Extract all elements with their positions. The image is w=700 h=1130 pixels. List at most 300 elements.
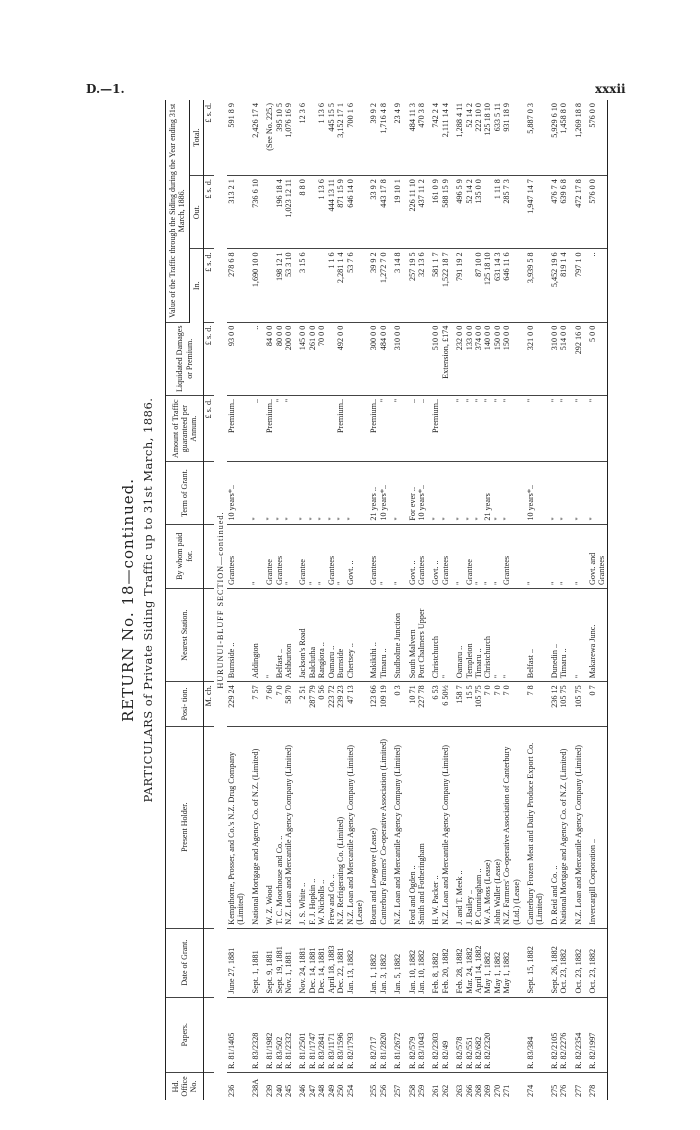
table-row <box>327 100 336 1100</box>
table-cell: Ford and Ogden .. <box>408 726 417 928</box>
table-cell: R. 83/1171 <box>327 997 336 1072</box>
table-cell: " <box>526 395 545 462</box>
table-cell: Kempthorne, Prosser, and Co.'s N.Z. Drug Company (Limited) <box>227 726 246 928</box>
table-cell: Grantees <box>275 524 284 588</box>
table-row <box>336 100 345 1100</box>
table-cell <box>327 395 336 462</box>
table-cell: Jan. 13, 1882 <box>346 928 365 997</box>
table-cell: " <box>526 524 545 588</box>
table-cell: " <box>574 589 583 682</box>
table-cell: Feb. 20, 1882 <box>441 928 450 997</box>
table-cell: 5,887 0 3 <box>526 100 545 176</box>
table-cell: Belfast .. <box>275 589 284 682</box>
col-station: Nearest Station. <box>166 589 204 682</box>
table-cell: 105 75 <box>474 682 483 726</box>
table-cell: R. 82/2105 <box>550 997 559 1072</box>
table-row <box>483 100 492 1100</box>
table-cell: " <box>483 524 492 588</box>
table-cell: 6 53 <box>431 682 440 726</box>
table-cell: Feb. 28, 1882 <box>455 928 464 997</box>
table-cell: 229 24 <box>227 682 246 726</box>
table-cell: " <box>393 462 402 524</box>
table-cell: £ s. d. <box>204 322 214 395</box>
table-cell: 484 11 3 <box>408 100 417 176</box>
table-cell: Oamaru .. <box>455 589 464 682</box>
table-cell: Grantees <box>327 524 336 588</box>
table-cell: 254 <box>345 1084 355 1097</box>
table-cell: National Mortgage and Agency Co. of N.Z. (Limited) <box>559 726 568 928</box>
col-holder: Present Holder. <box>166 726 204 928</box>
table-cell: Sept. 9, 1881 <box>265 928 274 997</box>
table-cell: Govt. and Grantees <box>588 524 607 588</box>
table-cell: 1,023 12 11 <box>284 176 293 249</box>
table-cell: May 1, 1882 <box>502 928 521 997</box>
table-cell: 292 16 0 <box>574 322 583 395</box>
table-row <box>502 100 521 1100</box>
table-cell <box>441 395 450 462</box>
table-cell: " <box>298 462 307 524</box>
table-cell <box>346 322 365 395</box>
table-cell: .. <box>408 395 417 462</box>
table-cell: 125 18 10 <box>483 249 492 322</box>
table-cell: Makikihi .. <box>369 589 378 682</box>
table-cell: 52 14 2 <box>465 100 474 176</box>
table-cell: 47 13 <box>346 682 365 726</box>
table-cell: 2,111 14 4 <box>441 100 450 176</box>
table-cell: 269 <box>483 1084 493 1097</box>
table-cell: Nov. 24, 1881 <box>298 928 307 997</box>
table-cell: 492 0 0 <box>336 322 345 395</box>
table-cell: R. 81/2332 <box>284 997 293 1072</box>
table-row <box>465 100 474 1100</box>
table-cell: .. <box>251 395 260 462</box>
table-cell: D. Reid and Co. .. <box>550 726 559 928</box>
table-cell: 1,458 8 0 <box>559 100 568 176</box>
table-cell: 80 0 0 <box>275 322 284 395</box>
table-cell: 3 15 6 <box>298 249 307 322</box>
table-cell: 239 23 <box>336 682 345 726</box>
table-cell: Grantee <box>265 524 274 588</box>
table-cell: 266 <box>464 1084 474 1097</box>
table-row <box>493 100 502 1100</box>
table-cell: 33 9 2 <box>369 176 378 249</box>
table-row <box>431 100 440 1100</box>
return-title: RETURN No. 18—continued. <box>119 477 137 723</box>
table-cell: 321 0 0 <box>526 322 545 395</box>
table-cell: R. 82/2303 <box>431 997 440 1072</box>
table-cell: R. 82/551 <box>465 997 474 1072</box>
table-cell: " <box>493 524 502 588</box>
table-cell: 646 14 0 <box>346 176 365 249</box>
table-cell: 5,452 19 6 <box>550 249 559 322</box>
table-cell: J. Bailey .. <box>465 726 474 928</box>
table-cell: April 14, 1882 <box>474 928 483 997</box>
table-cell: N.Z. Refrigerating Co. (Limited) <box>336 726 345 928</box>
table-cell <box>204 997 214 1072</box>
table-cell: M. ch. <box>204 682 214 726</box>
table-cell: R. 81/1982 <box>265 997 274 1072</box>
table-cell: 1,947 14 7 <box>526 176 545 249</box>
table-cell: N.Z. Loan and Mercantile Agency Company (Limited) <box>441 726 450 928</box>
table-cell: 226 11 10 <box>408 176 417 249</box>
table-row <box>284 100 293 1100</box>
table-cell: 871 15 9 <box>336 176 345 249</box>
table-cell: 514 0 0 <box>559 322 568 395</box>
table-cell: R. 83/502 <box>275 997 284 1072</box>
table-cell: 10 years*.. <box>526 462 545 524</box>
table-cell: 15 5 <box>465 682 474 726</box>
table-cell <box>317 249 326 322</box>
table-cell: " <box>550 462 559 524</box>
table-cell: " <box>502 395 521 462</box>
table-cell: 39 9 2 <box>369 249 378 322</box>
table-row <box>265 100 274 1100</box>
table-cell: Timaru .. <box>559 589 568 682</box>
table-cell: Feb. 8, 1882 <box>431 928 440 997</box>
table-cell: 1,690 10 0 <box>251 249 260 322</box>
table-cell: 631 14 3 <box>493 249 502 322</box>
table-row <box>379 100 388 1100</box>
table-cell: " <box>588 395 607 462</box>
table-cell: Mar. 24, 1882 <box>465 928 474 997</box>
table-cell: R. 82/682 <box>474 997 483 1072</box>
table-cell: Addington <box>251 589 260 682</box>
table-row <box>417 100 426 1100</box>
table-cell: " <box>265 589 274 682</box>
table-cell: (See No. 225.) <box>265 100 274 176</box>
table-cell: 250 <box>336 1084 346 1097</box>
table-cell: " <box>393 395 402 462</box>
table-cell: 639 6 8 <box>559 176 568 249</box>
page-label: D.—1. <box>86 82 125 96</box>
table-cell: .. <box>251 322 260 395</box>
table-cell: 238A <box>250 1078 260 1097</box>
table-cell: R. 82/49 <box>441 997 450 1072</box>
table-cell: 52 14 2 <box>465 176 474 249</box>
table-cell: Belfast .. <box>526 589 545 682</box>
table-cell: 7 0 <box>502 682 521 726</box>
table-cell: Dec. 22, 1881 <box>336 928 345 997</box>
table-cell: £ s. d. <box>204 100 214 176</box>
table-cell: 10 years*.. <box>417 462 426 524</box>
table-cell <box>327 322 336 395</box>
table-cell: 87 10 0 <box>474 249 483 322</box>
table-cell: R. 81/2501 <box>298 997 307 1072</box>
table-cell: 700 1 6 <box>346 100 365 176</box>
table-cell: 285 7 3 <box>502 176 521 249</box>
table-cell <box>308 176 317 249</box>
table-cell: 257 <box>393 1084 403 1097</box>
table-cell: " <box>455 462 464 524</box>
table-cell: 437 11 2 <box>417 176 426 249</box>
table-cell: 395 10 5 <box>275 100 284 176</box>
table-cell: " <box>574 462 583 524</box>
table-cell: 472 17 8 <box>574 176 583 249</box>
table-body <box>204 100 608 1100</box>
table-cell <box>493 997 502 1072</box>
table-cell: W. Z. Wood <box>265 726 274 928</box>
table-cell: Canterbury Frozen Meat and Dairy Produce Export Co. (Limited) <box>526 726 545 928</box>
table-cell: Invercargill Corporation .. <box>588 726 607 928</box>
table-cell: 227 78 <box>417 682 426 726</box>
table-cell: £ s. d. <box>204 249 214 322</box>
table-cell: 10 71 <box>408 682 417 726</box>
table-cell: 7 57 <box>251 682 260 726</box>
table-cell: 310 0 0 <box>550 322 559 395</box>
table-cell: 576 0 0 <box>588 100 607 176</box>
col-guarantee: Amount of Traffic guaranteed per Annum. <box>166 395 204 462</box>
table-cell: 1,288 4 11 <box>455 100 464 176</box>
table-cell: R. 83/2328 <box>251 997 260 1072</box>
table-cell: 7 60 <box>265 682 274 726</box>
table-row <box>275 100 284 1100</box>
table-cell: Dec. 14, 1881 <box>317 928 326 997</box>
table-cell: " <box>275 462 284 524</box>
table-cell: John Waller (Lease) <box>493 726 502 928</box>
table-cell: W. A. Moss (Lease) <box>483 726 492 928</box>
table-cell: 633 5 11 <box>493 100 502 176</box>
table-cell: P. Cunningham .. <box>474 726 483 928</box>
table-cell: 484 0 0 <box>379 322 388 395</box>
table-cell: Timaru .. <box>379 589 388 682</box>
table-cell: " <box>284 395 293 462</box>
table-cell: N.Z. Loan and Mercantile Agency Company (Limited) (Lease) <box>346 726 365 928</box>
table-cell: Grantees <box>227 524 246 588</box>
table-cell: W. Nicholls .. <box>317 726 326 928</box>
table-cell <box>265 249 274 322</box>
table-cell: Sept. 19, 1881 <box>275 928 284 997</box>
table-cell: 239 <box>265 1084 275 1097</box>
table-cell: 245 <box>284 1084 294 1097</box>
table-cell: Govt. .. <box>431 524 440 588</box>
section-row <box>214 100 227 1100</box>
table-cell: 445 15 5 <box>327 100 336 176</box>
table-cell: 93 0 0 <box>227 322 246 395</box>
table-cell: Grantee <box>298 524 307 588</box>
table-cell: 1 1 6 <box>327 249 336 322</box>
table-cell: Premium.. <box>265 395 274 462</box>
table-cell: R. 83/1596 <box>336 997 345 1072</box>
table-cell: " <box>474 524 483 588</box>
table-cell: R. 81/2672 <box>393 997 402 1072</box>
table-cell: 135 0 0 <box>474 176 483 249</box>
table-cell: 105 75 <box>574 682 583 726</box>
table-cell <box>483 176 492 249</box>
table-cell: " <box>474 395 483 462</box>
table-cell: 109 19 <box>379 682 388 726</box>
table-cell: R. 81/2820 <box>379 997 388 1072</box>
table-cell: H. W. Packer .. <box>431 726 440 928</box>
table-cell: Oct. 23, 1882 <box>588 928 607 997</box>
table-cell: R. 82/2354 <box>574 997 583 1072</box>
table-cell: R. 82/578 <box>455 997 464 1072</box>
table-row <box>308 100 317 1100</box>
table-cell: £ s. d. <box>204 176 214 249</box>
table-cell: " <box>493 589 502 682</box>
table-cell: " <box>284 462 293 524</box>
table-cell: Sept. 26, 1882 <box>550 928 559 997</box>
table-row <box>251 100 260 1100</box>
table-cell: Premium.. <box>369 395 378 462</box>
table-cell: F. J. Hopkin .. <box>308 726 317 928</box>
table-cell <box>502 997 521 1072</box>
table-cell <box>317 395 326 462</box>
table-cell: 736 6 10 <box>251 176 260 249</box>
table-cell: 797 1 0 <box>574 249 583 322</box>
table-cell: " <box>483 395 492 462</box>
table-cell <box>408 322 417 395</box>
table-cell <box>265 176 274 249</box>
table-cell: 232 0 0 <box>455 322 464 395</box>
table-cell: 0 3 <box>393 682 402 726</box>
table-cell: 7 0 <box>275 682 284 726</box>
table-cell: R. 82/579 <box>408 997 417 1072</box>
table-cell: " <box>559 462 568 524</box>
table-row <box>574 100 583 1100</box>
table-cell: " <box>379 524 388 588</box>
table-cell: Frew and Co. .. <box>327 726 336 928</box>
table-cell: R. 82/2276 <box>559 997 568 1072</box>
table-cell: " <box>317 462 326 524</box>
table-cell: R. 83/384 <box>526 997 545 1072</box>
table-cell: 236 <box>227 1084 237 1097</box>
table-cell: Premium.. <box>227 395 246 462</box>
table-cell: South Malvern <box>408 589 417 682</box>
table-cell: .. <box>417 395 426 462</box>
table-cell: 84 0 0 <box>265 322 274 395</box>
table-cell: 268 <box>473 1084 483 1097</box>
table-cell: 374 0 0 <box>474 322 483 395</box>
table-cell: 646 11 6 <box>502 249 521 322</box>
table-cell: 222 10 0 <box>474 100 483 176</box>
table-cell: 3 14 8 <box>393 249 402 322</box>
table-cell: 58 70 <box>284 682 293 726</box>
table-cell: June 27, 1881 <box>227 928 246 997</box>
table-cell: R. 82/1793 <box>346 997 365 1072</box>
table-cell: 271 <box>502 1084 512 1097</box>
table-cell: 196 18 4 <box>275 176 284 249</box>
col-in: In. <box>189 249 203 322</box>
table-cell: " <box>393 524 402 588</box>
table-cell: 791 19 2 <box>455 249 464 322</box>
table-cell: 10 years*.. <box>227 462 246 524</box>
table-cell: 70 0 0 <box>317 322 326 395</box>
table-cell: " <box>346 462 365 524</box>
table-cell: 496 5 9 <box>455 176 464 249</box>
table-cell: Nov. 1, 1881 <box>284 928 293 997</box>
table-cell: April 18, 1883 <box>327 928 336 997</box>
col-papers: Papers. <box>166 997 204 1072</box>
table-cell: Jan. 10, 1882 <box>417 928 426 997</box>
table-cell: Grantees <box>502 524 521 588</box>
table-cell: For ever .. <box>408 462 417 524</box>
table-cell: 223 72 <box>327 682 336 726</box>
table-cell: " <box>455 524 464 588</box>
col-damages: Liquidated Damages or Premium. <box>166 322 204 395</box>
table-cell: Grantees <box>441 524 450 588</box>
table-row <box>298 100 307 1100</box>
table-cell: " <box>265 462 274 524</box>
table-cell <box>346 395 365 462</box>
table-cell: 931 18 9 <box>502 100 521 176</box>
table-cell: 246 <box>298 1084 308 1097</box>
table-cell: 3,939 5 8 <box>526 249 545 322</box>
table-cell: 476 7 4 <box>550 176 559 249</box>
table-cell: R. 83/1043 <box>417 997 426 1072</box>
table-cell: £ s. d. <box>204 395 214 462</box>
table-cell: Bourn and Lowgrove (Lease) <box>369 726 378 928</box>
table-cell: " <box>502 589 521 682</box>
table-cell <box>417 322 426 395</box>
units-row <box>204 100 214 1100</box>
section-heading: HURUNUI-BLUFF SECTION—continued. <box>215 511 225 689</box>
table-cell: 7 8 <box>526 682 545 726</box>
table-cell: R. 81/1747 <box>308 997 317 1072</box>
table-cell: Smith and Fotheringham <box>417 726 426 928</box>
table-cell <box>204 524 214 588</box>
table-cell: 591 8 9 <box>227 100 246 176</box>
table-cell: 39 9 2 <box>369 100 378 176</box>
table-row <box>317 100 326 1100</box>
table-cell: Oct. 23, 1882 <box>574 928 583 997</box>
table-cell: " <box>336 524 345 588</box>
table-cell: " <box>455 395 464 462</box>
table-cell: " <box>336 462 345 524</box>
table-cell: 248 <box>317 1084 327 1097</box>
table-row <box>550 100 559 1100</box>
table-cell: 3,152 17 1 <box>336 100 345 176</box>
col-date: Date of Grant. <box>166 928 204 997</box>
table-cell: Grantee <box>465 524 474 588</box>
table-cell: Timaru .. <box>474 589 483 682</box>
table-cell: 21 years .. <box>369 462 378 524</box>
table-cell: " <box>441 589 450 682</box>
table-cell: Govt. .. <box>408 524 417 588</box>
table-cell: 310 0 0 <box>393 322 402 395</box>
table-cell: 262 <box>440 1084 450 1097</box>
table-cell: " <box>493 395 502 462</box>
table-cell: Chertsey .. <box>346 589 365 682</box>
rotated-page-content <box>115 100 650 1100</box>
table-cell: J. S. White .. <box>298 726 307 928</box>
table-cell: May 1, 1882 <box>493 928 502 997</box>
table-cell: Jan. 5, 1882 <box>393 928 402 997</box>
table-cell: 313 2 1 <box>227 176 246 249</box>
table-cell: 1,076 16 9 <box>284 100 293 176</box>
table-cell: Sept. 1, 1881 <box>251 928 260 997</box>
table-cell: 0 7 <box>588 682 607 726</box>
table-cell: 259 <box>416 1084 426 1097</box>
table-cell: Dunedin .. <box>550 589 559 682</box>
table-cell: R. 83/2841 <box>317 997 326 1072</box>
table-cell: " <box>379 395 388 462</box>
table-cell: " <box>550 524 559 588</box>
col-position: Posi- tion. <box>166 682 204 726</box>
table-cell: Studholme Junction <box>393 589 402 682</box>
table-cell: 133 0 0 <box>465 322 474 395</box>
table-row <box>526 100 545 1100</box>
table-cell: Burnside <box>336 589 345 682</box>
table-cell: 247 <box>307 1084 317 1097</box>
table-cell: Balclutha <box>308 589 317 682</box>
table-cell: 1,269 18 8 <box>574 100 583 176</box>
table-row <box>559 100 568 1100</box>
table-cell: 275 <box>549 1084 559 1097</box>
table-cell: Grantees <box>369 524 378 588</box>
table-cell: " <box>588 462 607 524</box>
table-cell: " <box>550 395 559 462</box>
table-cell: 53 3 10 <box>284 249 293 322</box>
